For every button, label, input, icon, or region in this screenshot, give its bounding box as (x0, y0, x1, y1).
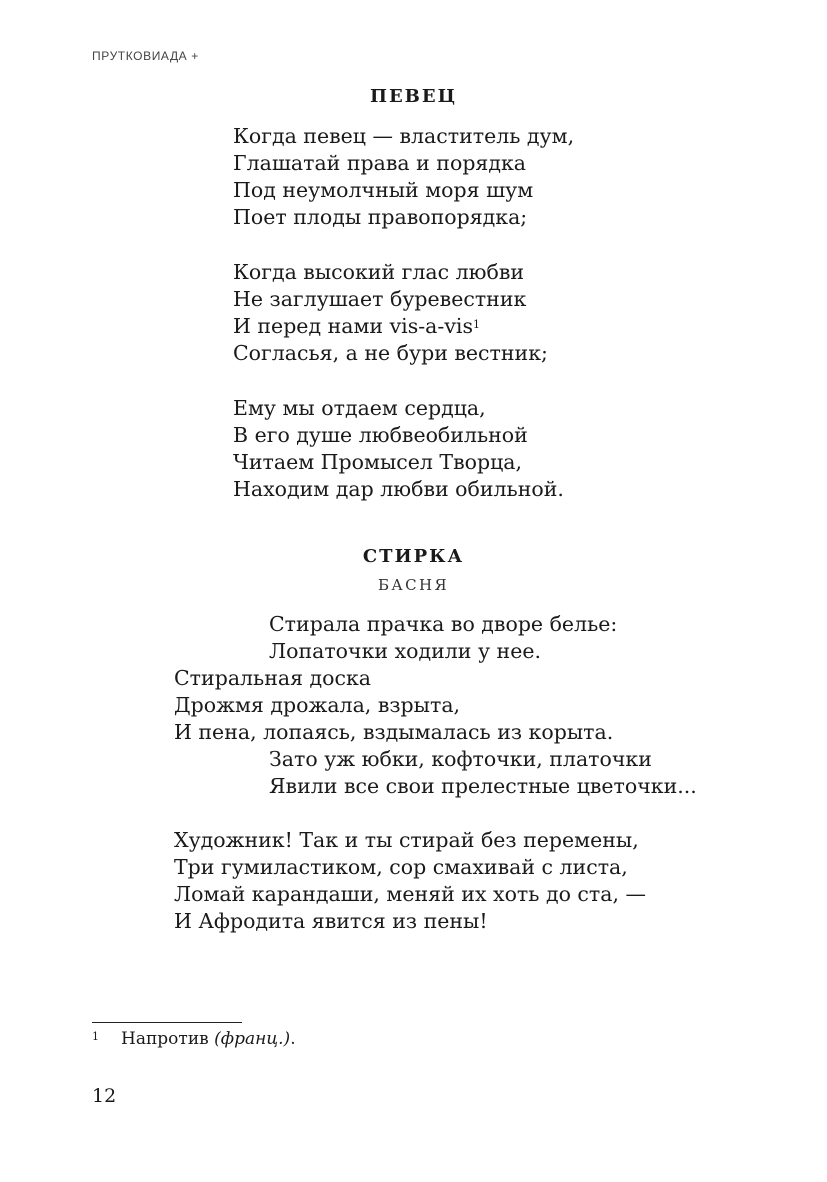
poem1-line: Согласья, а не бури вестник; (233, 341, 548, 365)
poem2-line: Явили все свои прелестные цветочки... (269, 774, 697, 798)
poem-title-pevets: ПЕВЕЦ (369, 86, 458, 107)
poem2-line: Стиральная доска (174, 666, 372, 690)
poem1-line-text: И перед нами vis-a-vis (233, 314, 473, 338)
poem1-line: Находим дар любви обильной. (233, 477, 564, 501)
poem2-line: Дрожмя дрожала, взрыта, (174, 693, 461, 717)
footnote-language-note: (франц.) (214, 1029, 291, 1049)
poem2-line: И пена, лопаясь, вздымалась из корыта. (174, 720, 614, 744)
poem1-line: Когда певец — властитель дум, (233, 124, 575, 148)
footnote-translation: Напротив (121, 1029, 215, 1049)
poem-subtitle-basnya: БАСНЯ (377, 576, 450, 594)
footnote-divider (92, 1022, 242, 1023)
poem1-line: Поет плоды правопорядка; (233, 205, 528, 229)
poem1-line: Читаем Промысел Творца, (233, 450, 523, 474)
footnote-text (121, 1027, 296, 1051)
poem1-line: Когда высокий глас любви (233, 260, 525, 284)
poem2-line: Три гумиластиком, сор смахивай с листа, (174, 855, 628, 879)
poem-title-stirka: СТИРКА (362, 546, 465, 567)
poem1-line: Ему мы отдаем сердца, (233, 396, 486, 420)
poem1-line: Глашатай права и порядка (233, 151, 527, 175)
page-number: 12 (92, 1085, 117, 1107)
poem2-line: Лопаточки ходили у нее. (269, 639, 541, 663)
poem2-line: Ломай карандаши, меняй их хоть до ста, — (174, 882, 647, 906)
poem2-line: И Афродита явится из пены! (174, 909, 488, 933)
footnote-reference: 1 (472, 318, 480, 331)
poem2-line: Художник! Так и ты стирай без перемены, (174, 828, 639, 852)
poem1-line: Не заглушает буревестник (233, 287, 527, 311)
footnote-end: . (290, 1029, 296, 1049)
poem2-line: Стирала прачка во дворе белье: (269, 612, 618, 636)
footnote-mark: 1 (92, 1030, 99, 1043)
poem1-line-with-footnote (233, 313, 480, 340)
poem2-line: Зато уж юбки, кофточки, платочки (269, 747, 652, 771)
poem1-line: В его душе любвеобильной (233, 423, 528, 447)
running-head: ПРУТКОВИАДА + (92, 49, 199, 63)
poem1-line: Под неумолчный моря шум (233, 178, 534, 202)
